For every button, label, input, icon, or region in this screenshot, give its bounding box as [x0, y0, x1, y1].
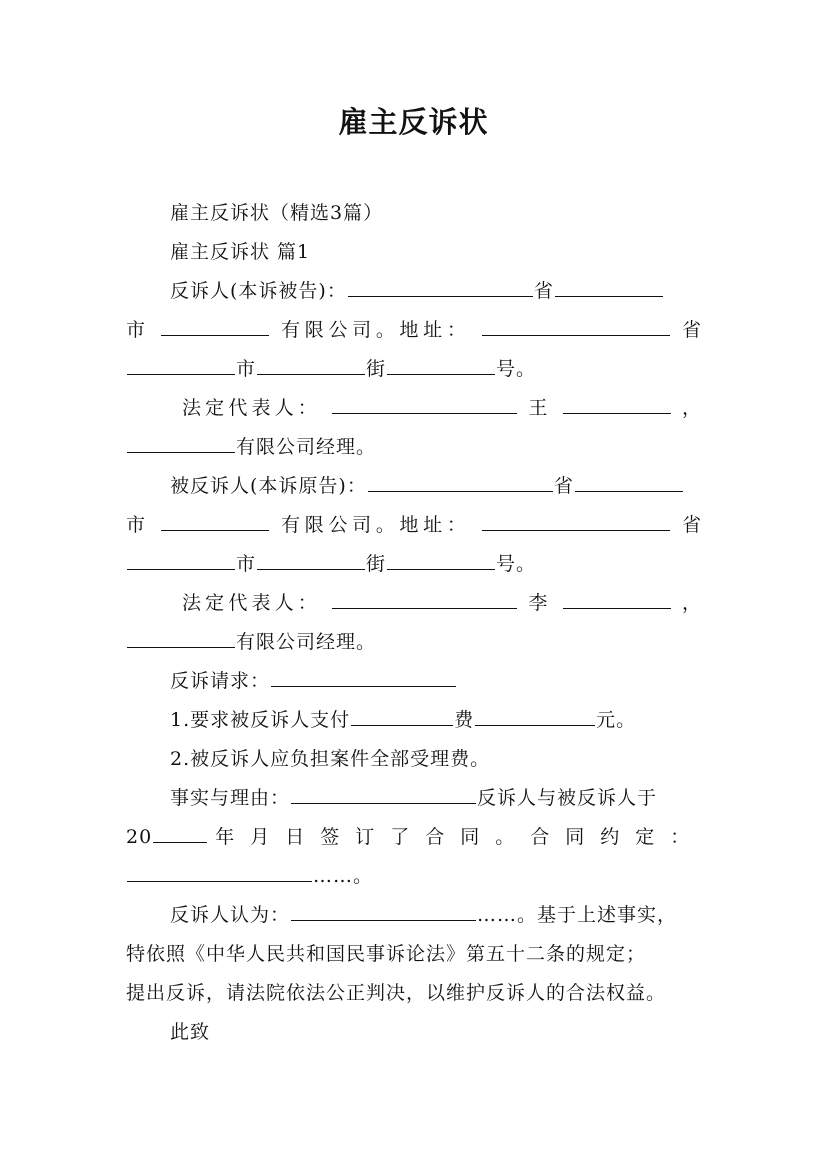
text-fragment: 市 — [126, 319, 150, 341]
blank — [387, 358, 495, 375]
doc-line-5 — [126, 354, 702, 381]
blank — [271, 670, 456, 687]
doc-line-12 — [126, 627, 702, 654]
blank — [291, 787, 476, 804]
doc-line-19 — [170, 900, 702, 927]
text-fragment: 年月日签订了合同。合同约定： — [215, 826, 706, 848]
blank — [257, 358, 365, 375]
text-fragment: 王 — [528, 397, 552, 419]
text-fragment: 号。 — [496, 553, 537, 575]
text-fragment: 市 — [126, 514, 150, 536]
blank — [127, 631, 235, 648]
counterclaim-label: 反诉请求： — [170, 670, 271, 692]
text-fragment: 反诉人认为： — [170, 904, 291, 926]
doc-line-13 — [170, 666, 702, 693]
text-fragment: 省 — [533, 280, 554, 302]
text-fragment: 省 — [681, 514, 702, 536]
text-fragment: 1.要求被反诉人支付 — [170, 709, 351, 731]
doc-line-2: 雇主反诉状 篇1 — [170, 241, 311, 263]
text-fragment: 号。 — [496, 358, 537, 380]
doc-line-14 — [170, 705, 702, 732]
blank — [127, 436, 235, 453]
text-fragment: 街 — [366, 358, 387, 380]
doc-line-7 — [126, 432, 702, 459]
blank — [127, 553, 235, 570]
doc-line-9 — [126, 510, 702, 537]
blank — [332, 397, 517, 414]
doc-line-15: 2.被反诉人应负担案件全部受理费。 — [170, 748, 491, 770]
blank — [482, 514, 670, 531]
facts-label: 事实与理由： — [170, 787, 291, 809]
text-fragment: 街 — [366, 553, 387, 575]
text-fragment: 市 — [236, 553, 257, 575]
doc-line-17 — [126, 822, 706, 849]
text-fragment: 费 — [454, 709, 475, 731]
text-fragment: ， — [681, 592, 702, 614]
blank — [161, 319, 269, 336]
doc-line-18 — [126, 861, 702, 888]
text-fragment: ……。基于上述事实， — [477, 904, 678, 926]
doc-line-21: 提出反诉，请法院依法公正判决，以维护反诉人的合法权益。 — [126, 982, 667, 1004]
doc-line-22: 此致 — [170, 1021, 211, 1043]
text-fragment: ， — [681, 397, 702, 419]
doc-line-6 — [182, 393, 702, 420]
text-fragment: 李 — [528, 592, 552, 614]
doc-line-8 — [170, 471, 702, 498]
counter-defendant-label: 被反诉人(本诉原告)： — [170, 475, 367, 497]
blank — [475, 709, 595, 726]
text-fragment: 有限公司经理。 — [236, 631, 377, 653]
blank — [161, 514, 269, 531]
blank — [563, 592, 671, 609]
text-fragment: 有限公司。地址： — [281, 514, 471, 536]
blank — [348, 280, 533, 297]
blank — [127, 358, 235, 375]
doc-line-10 — [126, 549, 702, 576]
blank — [555, 280, 663, 297]
doc-line-3 — [170, 276, 702, 303]
text-fragment: 反诉人与被反诉人于 — [477, 787, 658, 809]
blank — [563, 397, 671, 414]
blank — [257, 553, 365, 570]
text-fragment: 省 — [553, 475, 574, 497]
blank — [575, 475, 683, 492]
blank — [368, 475, 553, 492]
legal-rep-label: 法定代表人： — [182, 397, 321, 419]
doc-line-20: 特依照《中华人民共和国民事诉论法》第五十二条的规定； — [126, 943, 647, 965]
text-fragment: ……。 — [313, 865, 374, 887]
blank — [387, 553, 495, 570]
counter-plaintiff-label: 反诉人(本诉被告)： — [170, 280, 347, 302]
text-fragment: 20 — [126, 826, 153, 848]
text-fragment: 有限公司。地址： — [281, 319, 471, 341]
doc-line-11 — [182, 588, 702, 615]
blank — [482, 319, 670, 336]
text-fragment: 有限公司经理。 — [236, 436, 377, 458]
legal-rep-label: 法定代表人： — [182, 592, 321, 614]
text-fragment: 市 — [236, 358, 257, 380]
blank — [127, 865, 312, 882]
doc-line-1: 雇主反诉状（精选3篇） — [170, 202, 384, 224]
blank — [291, 904, 476, 921]
document-title: 雇主反诉状 — [338, 105, 489, 139]
text-fragment: 省 — [681, 319, 702, 341]
text-fragment: 元。 — [596, 709, 637, 731]
blank — [153, 826, 207, 843]
doc-line-16 — [170, 783, 702, 810]
blank — [332, 592, 517, 609]
blank — [351, 709, 453, 726]
doc-line-4 — [126, 315, 702, 342]
